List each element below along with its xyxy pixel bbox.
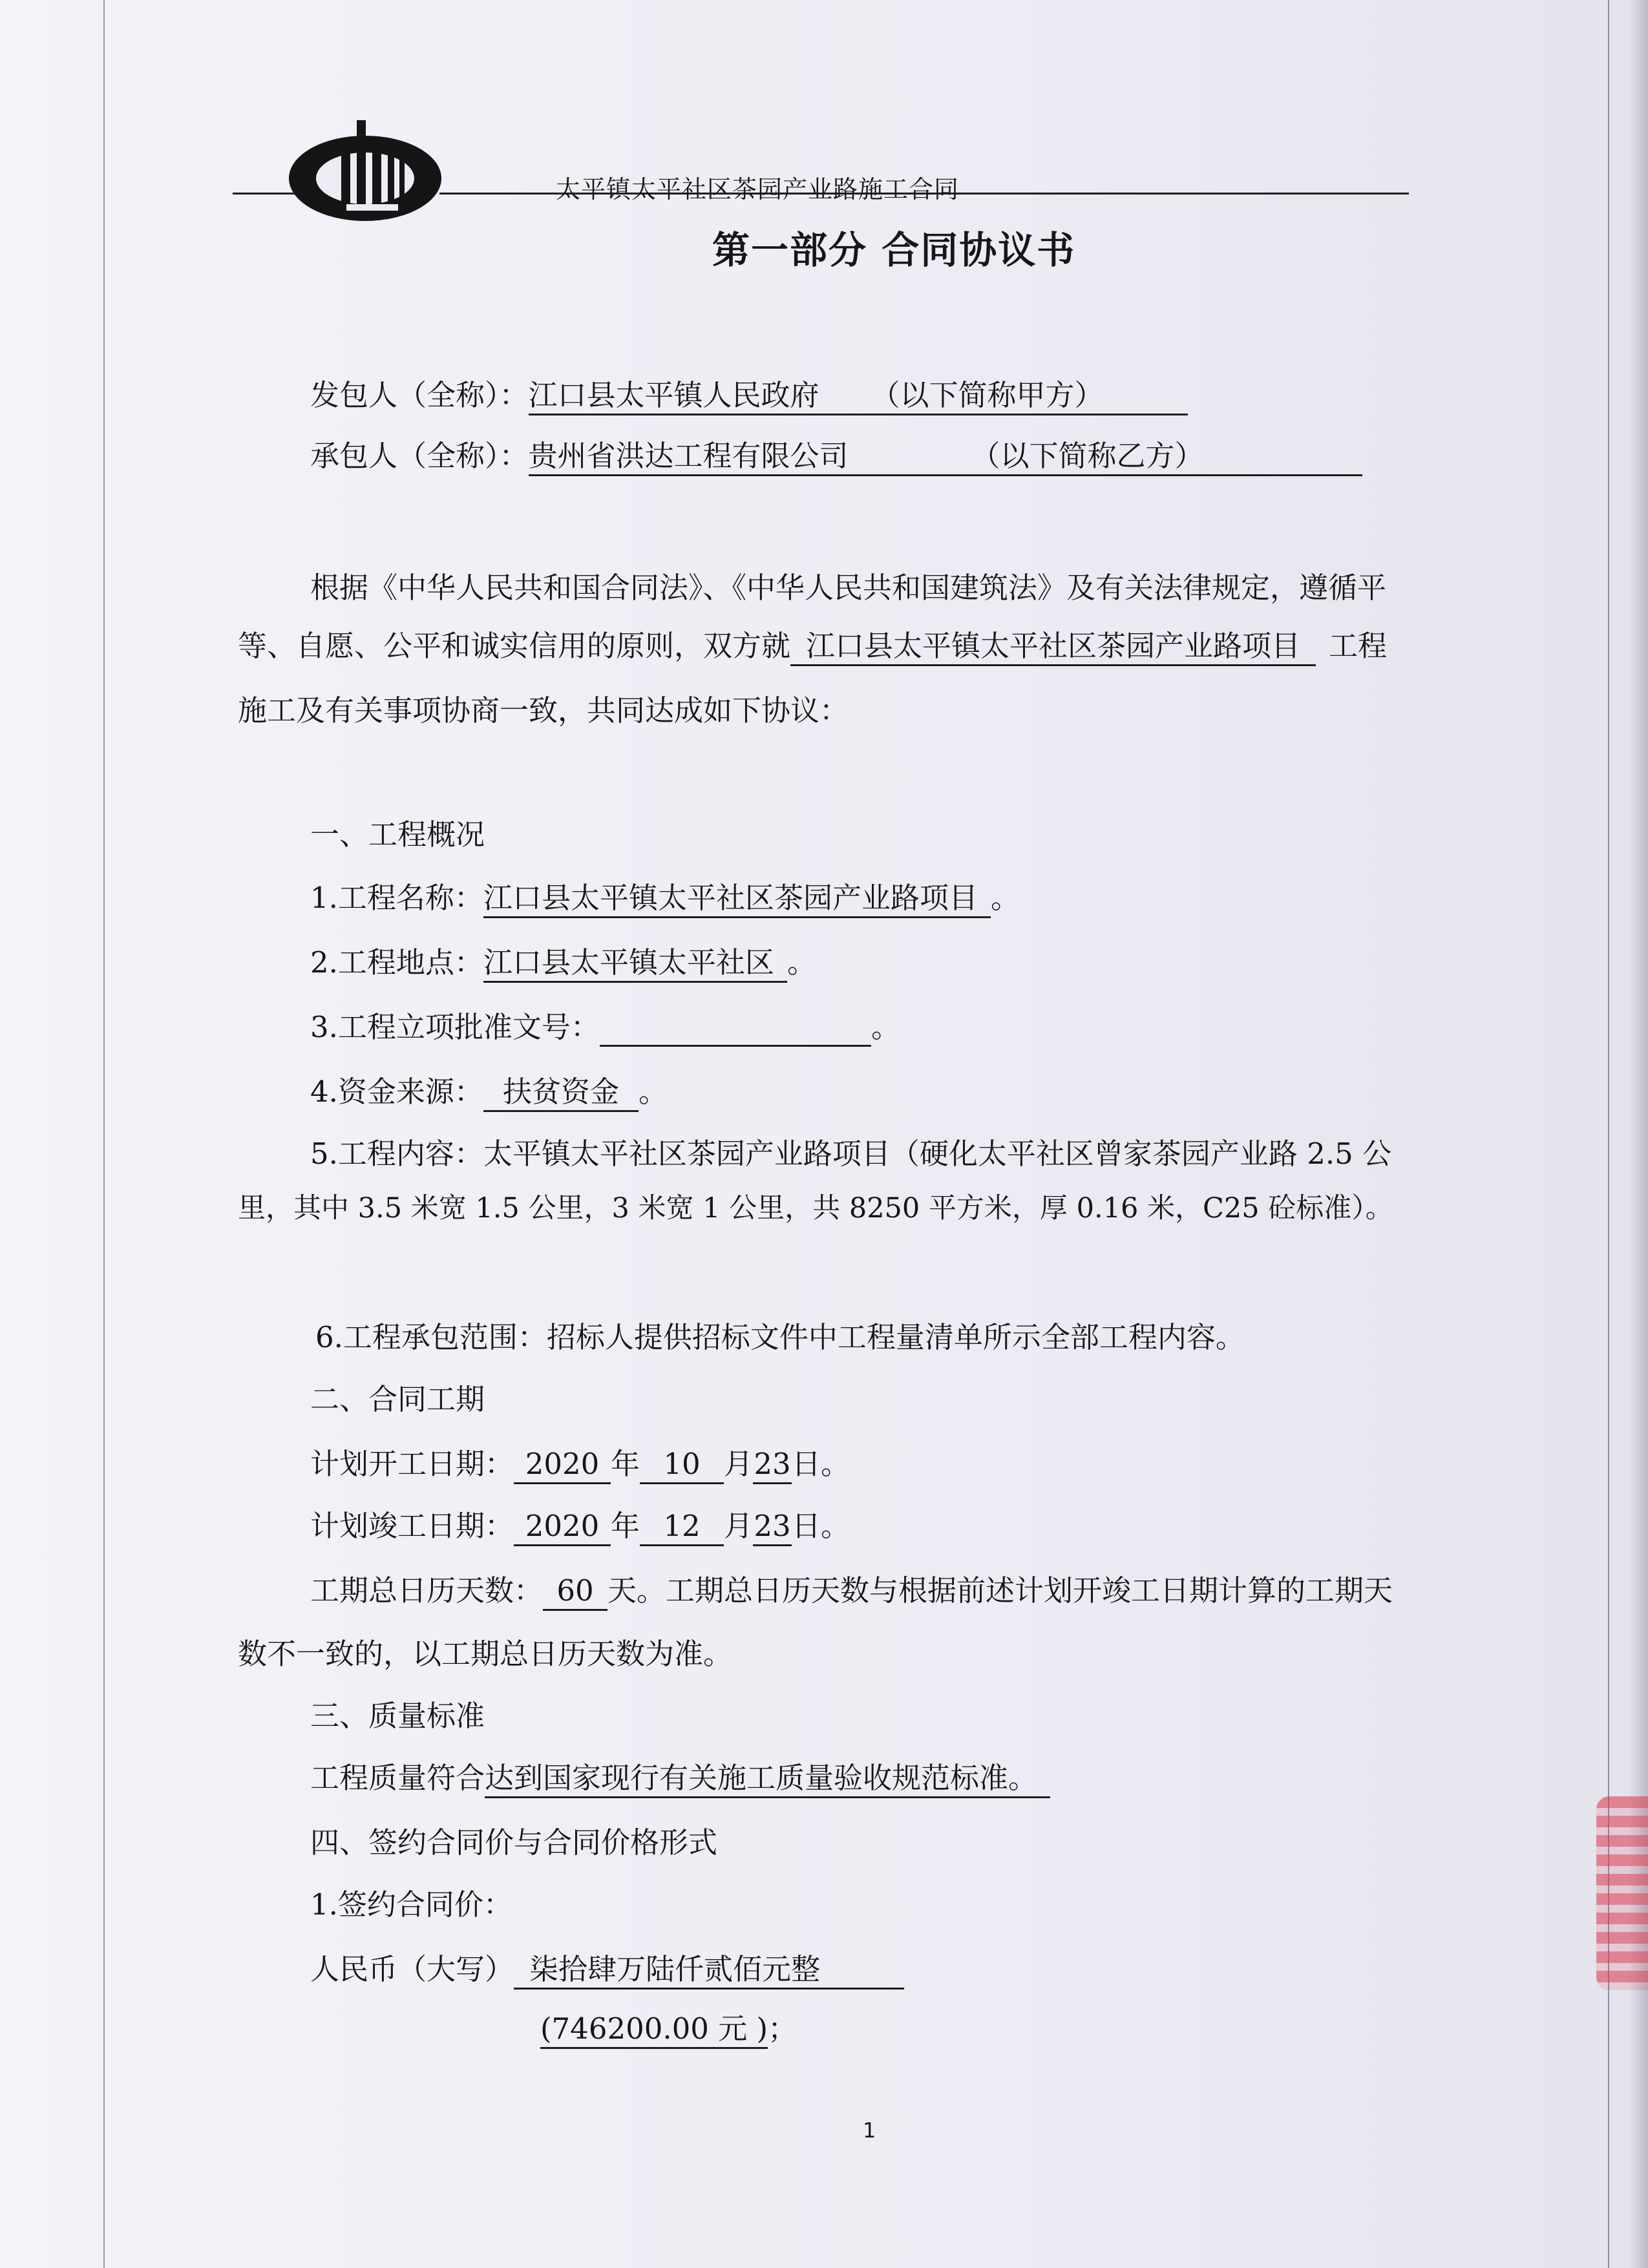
project-location-value: 江口县太平镇太平社区 [483,945,787,983]
employer-abbr: （以下简称甲方） [871,378,1104,412]
contract-price-label: 1.签约合同价： [310,1887,512,1922]
amount-value: (746200.00 元 ) [540,2011,768,2049]
contractor-line [310,437,1362,476]
company-logo-icon [284,109,446,229]
employer-field [529,377,1188,415]
start-day: 23 [753,1446,792,1484]
running-header-title: 太平镇太平社区茶园产业路施工合同 [556,175,960,204]
approval-number-blank [600,1014,871,1047]
scope-line-2: 里，其中 3.5 米宽 1.5 公里，3 米宽 1 公里，共 8250 平方米，厚 0.16 米，C25 砼标准）。 [238,1192,1393,1224]
section2-heading: 二、合同工期 [310,1382,485,1416]
section4-heading: 四、签约合同价与合同价格形式 [310,1825,718,1860]
preamble-line-1: 根据《中华人民共和国合同法》、《中华人民共和国建筑法》及有关法律规定，遵循平 [310,571,1387,605]
end-year: 2020 [514,1508,611,1546]
end-date-line: 计划竣工日期： 2020 年 12 月23日。 [310,1507,850,1546]
project-name-field: 江口县太平镇太平社区茶园产业路项目 [790,628,1316,666]
preamble-line-3: 施工及有关事项协商一致，共同达成如下协议： [238,693,849,728]
binding-line-left [103,0,105,2268]
amount-line: (746200.00 元 )； [540,2010,797,2049]
employer-name: 江口县太平镇人民政府 [528,378,819,412]
rmb-words-line: 人民币（大写） 柒拾肆万陆仟贰佰元整 [310,1950,904,1990]
contractor-abbr: （以下简称乙方） [971,439,1204,473]
fund-source-line: 4.资金来源： 扶贫资金 。 [310,1073,668,1112]
red-stamp-fragment [1596,1796,1648,1990]
document-title: 第一部分 合同协议书 [712,228,1076,272]
contractor-field [529,438,1362,476]
fund-source-value: 扶贫资金 [483,1074,639,1112]
project-location-line: 2.工程地点：江口县太平镇太平社区 。 [310,943,816,983]
end-day: 23 [753,1508,792,1546]
employer-line [310,376,1188,415]
start-year: 2020 [514,1446,611,1484]
section3-heading: 三、质量标准 [310,1699,485,1733]
page-number: 1 [863,2118,876,2143]
scope-line-1: 5.工程内容：太平镇太平社区茶园产业路项目（硬化太平社区曾家茶园产业路 2.5 公 [310,1137,1392,1171]
start-month: 10 [640,1446,724,1484]
end-month: 12 [640,1508,724,1546]
contractor-name: 贵州省洪达工程有限公司 [528,439,849,473]
total-days-line-1: 工期总日历天数： 60 天。工期总日历天数与根据前述计划开竣工日期计算的工期天 [310,1571,1393,1611]
project-name-value: 江口县太平镇太平社区茶园产业路项目 [483,880,991,918]
contract-scope-line: 6.工程承包范围：招标人提供招标文件中工程量清单所示全部工程内容。 [315,1320,1245,1354]
project-name-line: 1.工程名称：江口县太平镇太平社区茶园产业路项目 。 [310,879,1020,918]
preamble-line-2: 等、自愿、公平和诚实信用的原则，双方就 江口县太平镇太平社区茶园产业路项目 工程 [238,627,1387,666]
start-date-line: 计划开工日期： 2020 年 10 月23日。 [310,1445,850,1484]
contractor-label: 承包人（全称）： [310,439,529,473]
employer-label: 发包人（全称）： [310,378,529,412]
quality-value: 达到国家现行有关施工质量验收规范标准。 [485,1760,1050,1798]
total-days-line-2: 数不一致的，以工期总日历天数为准。 [238,1637,733,1671]
quality-line: 工程质量符合达到国家现行有关施工质量验收规范标准。 [310,1759,1050,1798]
rmb-words-value: 柒拾肆万陆仟贰佰元整 [514,1951,904,1990]
approval-number-line: 3.工程立项批准文号： 。 [310,1008,900,1047]
section1-heading: 一、工程概况 [310,817,485,852]
total-days-value: 60 [543,1573,607,1611]
